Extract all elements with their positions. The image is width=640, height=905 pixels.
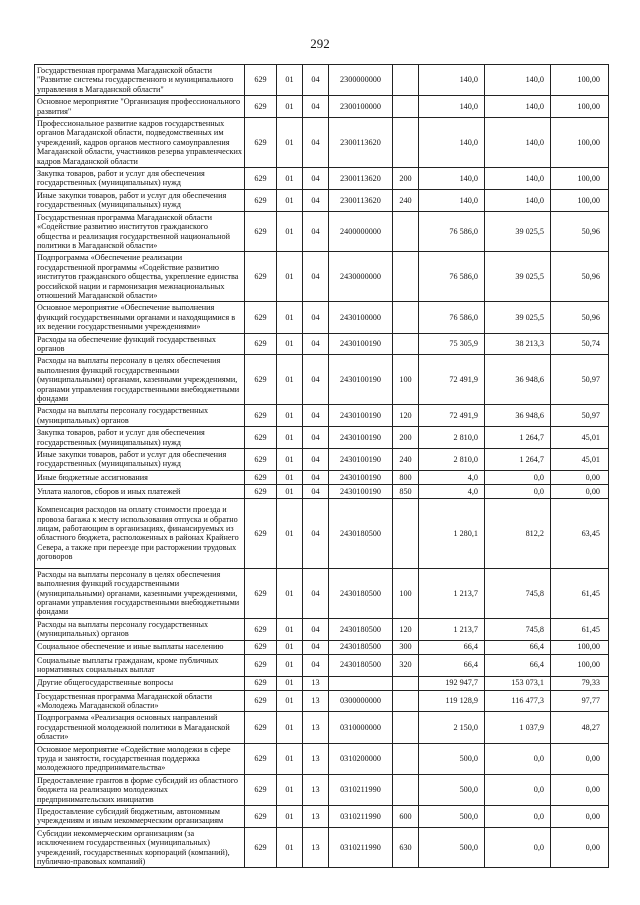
row-name: Предоставление субсидий бюджетным, автономным учреждениям и иным некоммерческим организациям — [35, 805, 245, 827]
row-expense-type: 850 — [393, 484, 419, 498]
row-section-code: 01 — [277, 484, 303, 498]
row-expense-type — [393, 498, 419, 568]
row-target-code — [329, 676, 393, 690]
row-expense-type — [393, 743, 419, 774]
row-actual-amount: 66,4 — [485, 654, 551, 676]
row-admin-code: 629 — [245, 618, 277, 640]
row-name: Профессиональное развитие кадров государственных органов Магаданской области, подведомственных им учреждений, кадров органов местного самоуправления Магаданской области, участников резерва управленческих кадров Магаданской области — [35, 118, 245, 168]
row-expense-type: 120 — [393, 405, 419, 427]
row-name: Государственная программа Магаданской области "Развитие системы государственного и муниципального управления в Магаданской области" — [35, 65, 245, 96]
row-subsection-code: 04 — [303, 568, 329, 618]
row-target-code: 2300113620 — [329, 189, 393, 211]
row-actual-amount: 153 073,1 — [485, 676, 551, 690]
row-section-code: 01 — [277, 118, 303, 168]
row-section-code: 01 — [277, 96, 303, 118]
row-actual-amount: 140,0 — [485, 96, 551, 118]
row-plan-amount: 1 213,7 — [419, 568, 485, 618]
row-target-code: 2430100190 — [329, 470, 393, 484]
row-actual-amount: 1 264,7 — [485, 449, 551, 471]
table-row — [35, 690, 609, 712]
row-name: Предоставление грантов в форме субсидий из областного бюджета на реализацию молодежных предпринимательских инициатив — [35, 774, 245, 805]
row-name: Расходы на выплаты персоналу государственных (муниципальных) органов — [35, 618, 245, 640]
row-target-code: 2430100190 — [329, 333, 393, 355]
row-target-code: 2430180500 — [329, 654, 393, 676]
row-actual-amount: 38 213,3 — [485, 333, 551, 355]
row-admin-code: 629 — [245, 774, 277, 805]
row-plan-amount: 500,0 — [419, 774, 485, 805]
row-subsection-code: 04 — [303, 654, 329, 676]
row-expense-type: 600 — [393, 805, 419, 827]
row-target-code: 2430100190 — [329, 484, 393, 498]
row-plan-amount: 4,0 — [419, 470, 485, 484]
budget-table — [34, 64, 609, 868]
row-actual-amount: 36 948,6 — [485, 355, 551, 405]
row-actual-amount: 812,2 — [485, 498, 551, 568]
row-plan-amount: 140,0 — [419, 96, 485, 118]
row-section-code: 01 — [277, 189, 303, 211]
row-expense-type — [393, 712, 419, 743]
row-plan-amount: 500,0 — [419, 805, 485, 827]
table-row — [35, 568, 609, 618]
row-target-code: 2430180500 — [329, 618, 393, 640]
row-percent: 0,00 — [551, 470, 609, 484]
table-row — [35, 355, 609, 405]
row-expense-type: 240 — [393, 449, 419, 471]
row-plan-amount: 140,0 — [419, 189, 485, 211]
row-target-code: 2430100190 — [329, 427, 393, 449]
row-actual-amount: 745,8 — [485, 568, 551, 618]
row-admin-code: 629 — [245, 355, 277, 405]
row-section-code: 01 — [277, 333, 303, 355]
row-percent: 61,45 — [551, 618, 609, 640]
row-expense-type — [393, 774, 419, 805]
row-target-code: 2300113620 — [329, 168, 393, 190]
row-section-code: 01 — [277, 774, 303, 805]
row-expense-type: 100 — [393, 355, 419, 405]
row-name: Субсидии некоммерческим организациям (за исключением государственных (муниципальных) учреждений, государственных корпораций (компаний), публично-правовых компаний) — [35, 827, 245, 868]
row-actual-amount: 0,0 — [485, 805, 551, 827]
row-plan-amount: 1 213,7 — [419, 618, 485, 640]
row-section-code: 01 — [277, 676, 303, 690]
row-percent: 0,00 — [551, 827, 609, 868]
row-target-code: 0300000000 — [329, 690, 393, 712]
table-row — [35, 65, 609, 96]
row-plan-amount: 4,0 — [419, 484, 485, 498]
row-actual-amount: 116 477,3 — [485, 690, 551, 712]
row-admin-code: 629 — [245, 676, 277, 690]
row-name: Расходы на выплаты персоналу государственных (муниципальных) органов — [35, 405, 245, 427]
row-subsection-code: 04 — [303, 427, 329, 449]
row-subsection-code: 04 — [303, 118, 329, 168]
row-plan-amount: 192 947,7 — [419, 676, 485, 690]
row-name: Уплата налогов, сборов и иных платежей — [35, 484, 245, 498]
row-subsection-code: 13 — [303, 690, 329, 712]
row-admin-code: 629 — [245, 333, 277, 355]
row-subsection-code: 04 — [303, 96, 329, 118]
row-name: Государственная программа Магаданской области «Молодежь Магаданской области» — [35, 690, 245, 712]
row-plan-amount: 500,0 — [419, 743, 485, 774]
row-section-code: 01 — [277, 712, 303, 743]
row-plan-amount: 1 280,1 — [419, 498, 485, 568]
row-admin-code: 629 — [245, 827, 277, 868]
row-target-code: 2300000000 — [329, 65, 393, 96]
row-subsection-code: 13 — [303, 805, 329, 827]
row-admin-code: 629 — [245, 654, 277, 676]
row-target-code: 2430100190 — [329, 449, 393, 471]
row-name: Расходы на выплаты персоналу в целях обеспечения выполнения функций государственными (муниципальными) органами, казенными учреждениями, органами управления государственными внебюджетными фондами — [35, 568, 245, 618]
row-subsection-code: 13 — [303, 712, 329, 743]
row-name: Основное мероприятие «Содействие молодежи в сфере труда и занятости, государственная поддержка молодежного предпринимательства» — [35, 743, 245, 774]
row-section-code: 01 — [277, 618, 303, 640]
table-row — [35, 712, 609, 743]
row-expense-type — [393, 333, 419, 355]
row-subsection-code: 04 — [303, 640, 329, 654]
row-percent: 97,77 — [551, 690, 609, 712]
row-actual-amount: 0,0 — [485, 484, 551, 498]
row-plan-amount: 2 810,0 — [419, 449, 485, 471]
row-expense-type — [393, 118, 419, 168]
row-expense-type — [393, 690, 419, 712]
row-actual-amount: 0,0 — [485, 743, 551, 774]
table-row — [35, 302, 609, 333]
row-percent: 50,96 — [551, 252, 609, 302]
row-actual-amount: 0,0 — [485, 827, 551, 868]
row-subsection-code: 04 — [303, 252, 329, 302]
row-name: Расходы на выплаты персоналу в целях обеспечения выполнения функций государственными (муниципальными) органами, казенными учреждениями, органами управления государственными внебюджетными фондами — [35, 355, 245, 405]
table-row — [35, 252, 609, 302]
row-expense-type: 320 — [393, 654, 419, 676]
row-admin-code: 629 — [245, 96, 277, 118]
row-subsection-code: 04 — [303, 405, 329, 427]
row-subsection-code: 04 — [303, 484, 329, 498]
row-admin-code: 629 — [245, 252, 277, 302]
row-percent: 100,00 — [551, 189, 609, 211]
row-target-code: 0310211990 — [329, 774, 393, 805]
row-admin-code: 629 — [245, 427, 277, 449]
table-row — [35, 676, 609, 690]
row-percent: 61,45 — [551, 568, 609, 618]
row-percent: 0,00 — [551, 805, 609, 827]
row-actual-amount: 0,0 — [485, 774, 551, 805]
row-name: Основное мероприятие "Организация профессионального развития" — [35, 96, 245, 118]
row-target-code: 2300113620 — [329, 118, 393, 168]
row-actual-amount: 140,0 — [485, 168, 551, 190]
row-target-code: 2430100190 — [329, 405, 393, 427]
row-target-code: 2430100000 — [329, 302, 393, 333]
row-expense-type: 120 — [393, 618, 419, 640]
table-row — [35, 640, 609, 654]
table-row — [35, 827, 609, 868]
row-name: Подпрограмма «Реализация основных направлений государственной молодежной политики в Магаданской области» — [35, 712, 245, 743]
table-row — [35, 449, 609, 471]
row-target-code: 2300100000 — [329, 96, 393, 118]
table-row — [35, 96, 609, 118]
row-section-code: 01 — [277, 827, 303, 868]
row-name: Компенсация расходов на оплату стоимости проезда и провоза багажа к месту использования отпуска и обратно лицам, работающим в организациях, финансируемых из областного бюджета, расположенных в районах Крайнего Севера, а также при переезде при расторжении трудовых договоров — [35, 498, 245, 568]
row-expense-type — [393, 676, 419, 690]
row-admin-code: 629 — [245, 189, 277, 211]
table-row — [35, 333, 609, 355]
row-admin-code: 629 — [245, 65, 277, 96]
row-name: Иные закупки товаров, работ и услуг для обеспечения государственных (муниципальных) нужд — [35, 449, 245, 471]
table-row — [35, 405, 609, 427]
row-plan-amount: 72 491,9 — [419, 355, 485, 405]
row-percent: 48,27 — [551, 712, 609, 743]
row-subsection-code: 13 — [303, 676, 329, 690]
table-row — [35, 618, 609, 640]
row-target-code: 0310200000 — [329, 743, 393, 774]
row-plan-amount: 140,0 — [419, 65, 485, 96]
row-expense-type — [393, 302, 419, 333]
row-actual-amount: 36 948,6 — [485, 405, 551, 427]
row-percent: 50,97 — [551, 355, 609, 405]
row-target-code: 2430000000 — [329, 252, 393, 302]
row-expense-type: 800 — [393, 470, 419, 484]
row-admin-code: 629 — [245, 690, 277, 712]
row-section-code: 01 — [277, 302, 303, 333]
row-admin-code: 629 — [245, 168, 277, 190]
row-subsection-code: 04 — [303, 449, 329, 471]
row-section-code: 01 — [277, 252, 303, 302]
row-percent: 45,01 — [551, 427, 609, 449]
row-percent: 100,00 — [551, 640, 609, 654]
table-row — [35, 805, 609, 827]
row-name: Иные закупки товаров, работ и услуг для обеспечения государственных (муниципальных) нужд — [35, 189, 245, 211]
row-section-code: 01 — [277, 168, 303, 190]
row-percent: 0,00 — [551, 774, 609, 805]
row-plan-amount: 2 150,0 — [419, 712, 485, 743]
row-name: Иные бюджетные ассигнования — [35, 470, 245, 484]
row-section-code: 01 — [277, 640, 303, 654]
row-actual-amount: 39 025,5 — [485, 252, 551, 302]
row-subsection-code: 13 — [303, 774, 329, 805]
row-subsection-code: 13 — [303, 743, 329, 774]
row-plan-amount: 66,4 — [419, 654, 485, 676]
row-name: Государственная программа Магаданской области «Содействие развитию институтов гражданского общества и реализация государственной национальной политики в Магаданской области» — [35, 211, 245, 252]
row-target-code: 2400000000 — [329, 211, 393, 252]
row-admin-code: 629 — [245, 640, 277, 654]
row-subsection-code: 04 — [303, 65, 329, 96]
row-section-code: 01 — [277, 211, 303, 252]
row-plan-amount: 140,0 — [419, 168, 485, 190]
row-expense-type: 200 — [393, 168, 419, 190]
row-section-code: 01 — [277, 427, 303, 449]
row-subsection-code: 04 — [303, 211, 329, 252]
row-target-code: 2430100190 — [329, 355, 393, 405]
row-actual-amount: 39 025,5 — [485, 302, 551, 333]
row-actual-amount: 1 264,7 — [485, 427, 551, 449]
row-admin-code: 629 — [245, 712, 277, 743]
row-percent: 63,45 — [551, 498, 609, 568]
row-plan-amount: 75 305,9 — [419, 333, 485, 355]
row-expense-type: 240 — [393, 189, 419, 211]
row-section-code: 01 — [277, 568, 303, 618]
row-plan-amount: 72 491,9 — [419, 405, 485, 427]
row-subsection-code: 04 — [303, 355, 329, 405]
row-target-code: 0310211990 — [329, 805, 393, 827]
row-plan-amount: 76 586,0 — [419, 302, 485, 333]
row-subsection-code: 04 — [303, 618, 329, 640]
row-section-code: 01 — [277, 654, 303, 676]
table-row — [35, 118, 609, 168]
row-expense-type: 200 — [393, 427, 419, 449]
row-target-code: 0310211990 — [329, 827, 393, 868]
row-subsection-code: 04 — [303, 189, 329, 211]
row-admin-code: 629 — [245, 211, 277, 252]
row-actual-amount: 1 037,9 — [485, 712, 551, 743]
row-name: Закупка товаров, работ и услуг для обеспечения государственных (муниципальных) нужд — [35, 427, 245, 449]
row-subsection-code: 13 — [303, 827, 329, 868]
table-row — [35, 189, 609, 211]
row-section-code: 01 — [277, 355, 303, 405]
row-admin-code: 629 — [245, 498, 277, 568]
row-name: Социальные выплаты гражданам, кроме публичных нормативных социальных выплат — [35, 654, 245, 676]
page-number: 292 — [310, 36, 330, 51]
row-expense-type — [393, 96, 419, 118]
row-percent: 100,00 — [551, 96, 609, 118]
row-target-code: 2430180500 — [329, 640, 393, 654]
row-section-code: 01 — [277, 743, 303, 774]
row-percent: 50,74 — [551, 333, 609, 355]
row-percent: 100,00 — [551, 168, 609, 190]
row-subsection-code: 04 — [303, 498, 329, 568]
row-admin-code: 629 — [245, 449, 277, 471]
row-admin-code: 629 — [245, 302, 277, 333]
row-admin-code: 629 — [245, 743, 277, 774]
row-admin-code: 629 — [245, 118, 277, 168]
row-expense-type — [393, 211, 419, 252]
row-actual-amount: 39 025,5 — [485, 211, 551, 252]
row-target-code: 2430180500 — [329, 498, 393, 568]
row-plan-amount: 66,4 — [419, 640, 485, 654]
row-plan-amount: 140,0 — [419, 118, 485, 168]
row-percent: 50,97 — [551, 405, 609, 427]
row-actual-amount: 66,4 — [485, 640, 551, 654]
row-percent: 50,96 — [551, 211, 609, 252]
row-section-code: 01 — [277, 805, 303, 827]
table-row — [35, 498, 609, 568]
row-expense-type: 300 — [393, 640, 419, 654]
row-section-code: 01 — [277, 498, 303, 568]
row-subsection-code: 04 — [303, 470, 329, 484]
row-subsection-code: 04 — [303, 302, 329, 333]
row-section-code: 01 — [277, 405, 303, 427]
table-row — [35, 211, 609, 252]
table-row — [35, 427, 609, 449]
row-subsection-code: 04 — [303, 168, 329, 190]
row-admin-code: 629 — [245, 405, 277, 427]
row-actual-amount: 0,0 — [485, 470, 551, 484]
row-name: Другие общегосударственные вопросы — [35, 676, 245, 690]
table-row — [35, 484, 609, 498]
row-actual-amount: 140,0 — [485, 118, 551, 168]
table-row — [35, 774, 609, 805]
row-expense-type: 100 — [393, 568, 419, 618]
table-row — [35, 470, 609, 484]
row-percent: 79,33 — [551, 676, 609, 690]
row-name: Подпрограмма «Обеспечение реализации государственной программы «Содействие развитию институтов гражданского общества, укрепление единства российской нации и гармонизация межнациональных отношений Магаданской области» — [35, 252, 245, 302]
row-percent: 0,00 — [551, 743, 609, 774]
row-section-code: 01 — [277, 690, 303, 712]
row-name: Социальное обеспечение и иные выплаты населению — [35, 640, 245, 654]
row-actual-amount: 140,0 — [485, 65, 551, 96]
row-plan-amount: 76 586,0 — [419, 211, 485, 252]
row-name: Расходы на обеспечение функций государственных органов — [35, 333, 245, 355]
table-row — [35, 654, 609, 676]
table-body — [35, 65, 609, 868]
row-expense-type — [393, 65, 419, 96]
row-name: Основное мероприятие «Обеспечение выполнения функций государственными органами и находящимися в их ведении государственными учреждениями» — [35, 302, 245, 333]
row-name: Закупка товаров, работ и услуг для обеспечения государственных (муниципальных) нужд — [35, 168, 245, 190]
row-percent: 100,00 — [551, 654, 609, 676]
row-section-code: 01 — [277, 449, 303, 471]
row-plan-amount: 500,0 — [419, 827, 485, 868]
row-actual-amount: 140,0 — [485, 189, 551, 211]
row-expense-type: 630 — [393, 827, 419, 868]
row-section-code: 01 — [277, 470, 303, 484]
row-section-code: 01 — [277, 65, 303, 96]
row-admin-code: 629 — [245, 470, 277, 484]
row-target-code: 0310000000 — [329, 712, 393, 743]
row-plan-amount: 119 128,9 — [419, 690, 485, 712]
row-subsection-code: 04 — [303, 333, 329, 355]
row-plan-amount: 2 810,0 — [419, 427, 485, 449]
row-actual-amount: 745,8 — [485, 618, 551, 640]
row-expense-type — [393, 252, 419, 302]
row-percent: 45,01 — [551, 449, 609, 471]
row-percent: 100,00 — [551, 65, 609, 96]
row-percent: 100,00 — [551, 118, 609, 168]
row-plan-amount: 76 586,0 — [419, 252, 485, 302]
table-row — [35, 743, 609, 774]
row-admin-code: 629 — [245, 805, 277, 827]
table-row — [35, 168, 609, 190]
row-percent: 0,00 — [551, 484, 609, 498]
row-percent: 50,96 — [551, 302, 609, 333]
row-target-code: 2430180500 — [329, 568, 393, 618]
row-admin-code: 629 — [245, 484, 277, 498]
row-admin-code: 629 — [245, 568, 277, 618]
